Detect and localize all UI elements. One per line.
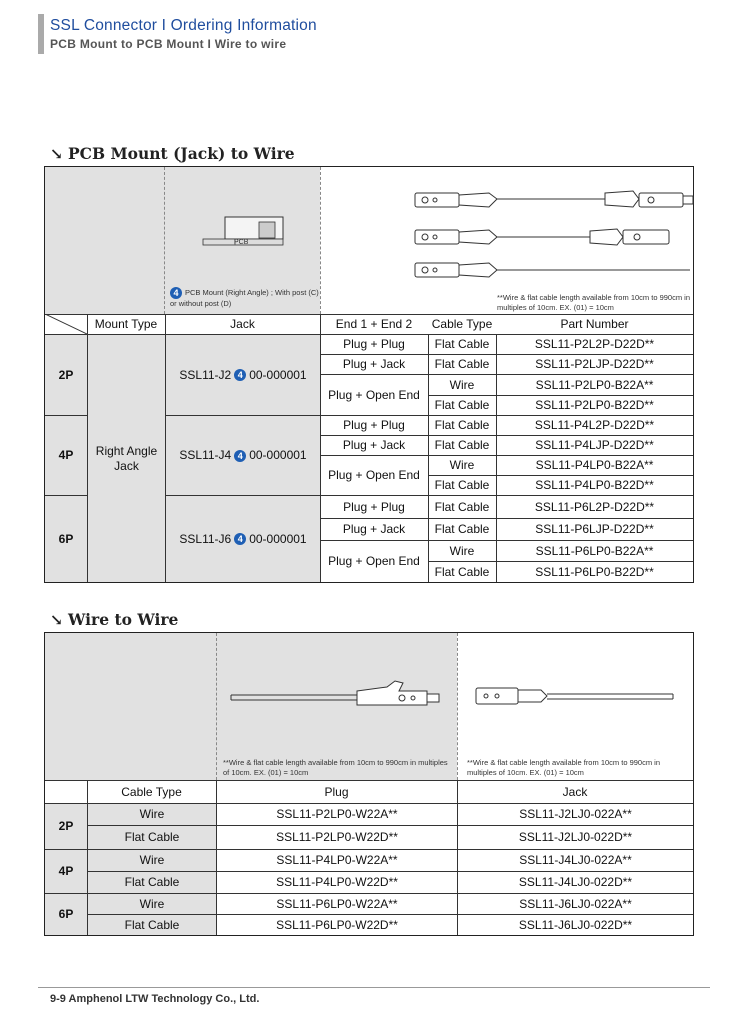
cable-cell: Flat Cable xyxy=(124,917,180,932)
end-cell: Plug + Plug xyxy=(343,499,405,514)
divider xyxy=(216,633,217,780)
cable-cell: Wire xyxy=(139,807,165,821)
end-cell: Plug + Plug xyxy=(343,418,405,432)
cable-cell: Flat Cable xyxy=(434,418,490,432)
option-4-icon: 4 xyxy=(170,287,182,299)
part-number: SSL11-P6L2P-D22D** xyxy=(534,499,655,514)
arrow-icon: ↘ xyxy=(50,144,63,163)
plug-drawing xyxy=(227,673,447,713)
pos-4p: 4P xyxy=(58,448,74,462)
pcb-mount-jack-drawing xyxy=(195,212,295,254)
arrow-icon: ↘ xyxy=(50,610,63,629)
divider xyxy=(320,167,321,314)
cable-cell: Wire xyxy=(449,458,475,472)
option-4-icon: 4 xyxy=(234,450,246,462)
option-4-icon: 4 xyxy=(234,533,246,545)
section-title-text: Wire to Wire xyxy=(68,610,179,629)
jack-suffix: 00-000001 xyxy=(249,448,307,462)
header-jack: Jack xyxy=(230,317,255,331)
cable-cell: Wire xyxy=(139,896,165,911)
end-cell: Plug + Jack xyxy=(342,357,406,371)
pos-2p: 2P xyxy=(58,367,74,382)
end-cell: Plug + Jack xyxy=(342,522,406,536)
option-4-icon: 4 xyxy=(234,369,246,381)
part-number: SSL11-P4LP0-B22D** xyxy=(535,478,654,492)
part-number: SSL11-P6LJP-D22D** xyxy=(535,522,654,536)
end-cell: Plug + Open End xyxy=(328,554,420,568)
jack-prefix: SSL11-J6 xyxy=(179,531,232,546)
jack-suffix: 00-000001 xyxy=(249,531,307,546)
part-number: SSL11-P6LP0-B22A** xyxy=(535,543,654,558)
part-number: SSL11-P2L2P-D22D** xyxy=(534,337,655,351)
header-plug: Plug xyxy=(324,784,349,799)
cable-cell: Flat Cable xyxy=(124,830,180,844)
pos-6p: 6P xyxy=(58,907,74,921)
cable-cell: Flat Cable xyxy=(124,875,180,889)
part-number: SSL11-P2LP0-B22A** xyxy=(535,377,654,392)
header-end: End 1 + End 2 xyxy=(335,317,413,331)
cable-cell: Wire xyxy=(449,543,475,558)
jack-part xyxy=(166,335,320,415)
jack-part xyxy=(166,416,320,495)
mount-type-value: Right Angle Jack xyxy=(95,443,158,473)
part-number: SSL11-P6LP0-B22D** xyxy=(535,564,654,579)
plug-length-note: **Wire & flat cable length available from 10cm to 990cm in multiples of 10cm. EX. (01) = 10cm xyxy=(223,758,448,777)
cable-cell: Wire xyxy=(139,853,165,867)
part-number: SSL11-P4LP0-B22A** xyxy=(535,458,654,472)
cable-cell: Flat Cable xyxy=(434,522,490,536)
pos-2p: 2P xyxy=(58,819,74,833)
header-part-number: Part Number xyxy=(560,317,629,331)
end-cell: Plug + Open End xyxy=(328,387,420,402)
jack-part: SSL11-J6LJ0-022D** xyxy=(518,917,633,932)
pcb-mount-note-text: PCB Mount (Right Angle) ; With post (C) or without post (D) xyxy=(170,287,319,308)
cable-cell: Flat Cable xyxy=(434,438,490,452)
cable-cell: Flat Cable xyxy=(434,499,490,514)
cable-cell: Flat Cable xyxy=(434,564,490,579)
section-title-wire-to-wire xyxy=(50,610,178,629)
cable-cell: Flat Cable xyxy=(434,337,490,351)
jack-part: SSL11-J4LJ0-022A** xyxy=(519,853,632,867)
header-mount-type: Mount Type xyxy=(94,317,158,331)
jack-prefix: SSL11-J4 xyxy=(179,448,232,462)
part-number: SSL11-P2LJP-D22D** xyxy=(535,357,654,371)
divider xyxy=(164,167,165,314)
plug-part: SSL11-P4LP0-W22D** xyxy=(276,875,398,889)
jack-length-note: **Wire & flat cable length available from 10cm to 990cm in multiples of 10cm. EX. (01) = 10cm xyxy=(467,758,661,777)
page-title: SSL Connector I Ordering Information xyxy=(50,17,317,34)
header-cable-type: Cable Type xyxy=(431,317,493,331)
plug-part: SSL11-P6LP0-W22A** xyxy=(276,896,398,911)
corner-diagonal xyxy=(45,314,87,334)
pcb-label: PCB xyxy=(234,239,249,246)
pos-6p: 6P xyxy=(58,531,74,546)
plug-part: SSL11-P2LP0-W22D** xyxy=(276,830,398,844)
cable-length-note: **Wire & flat cable length available from 10cm to 990cm in multiples of 10cm. EX. (01) = 10cm xyxy=(497,293,691,312)
page-subtitle: PCB Mount to PCB Mount I Wire to wire xyxy=(50,37,287,51)
jack-part: SSL11-J6LJ0-022A** xyxy=(519,896,632,911)
footer-rule xyxy=(38,987,710,988)
part-number: SSL11-P4L2P-D22D** xyxy=(534,418,655,432)
jack-drawing xyxy=(473,681,683,711)
wire-to-wire-table xyxy=(44,632,694,936)
plug-part: SSL11-P4LP0-W22A** xyxy=(276,853,398,867)
jack-prefix: SSL11-J2 xyxy=(179,367,232,382)
section-title-pcb-to-wire xyxy=(50,144,295,163)
cable-cell: Flat Cable xyxy=(434,357,490,371)
section-title-text: PCB Mount (Jack) to Wire xyxy=(68,144,295,163)
jack-part xyxy=(166,496,320,582)
header-accent-bar xyxy=(38,14,44,54)
part-number: SSL11-P4LJP-D22D** xyxy=(535,438,654,452)
jack-suffix: 00-000001 xyxy=(249,367,307,382)
jack-part: SSL11-J2LJ0-022A** xyxy=(519,807,632,821)
divider xyxy=(457,633,458,780)
end-cell: Plug + Jack xyxy=(342,438,406,452)
pcb-to-wire-table xyxy=(44,166,694,583)
end-cell: Plug + Open End xyxy=(328,468,420,482)
header-cable-type: Cable Type xyxy=(121,784,182,799)
footer-text: 9-9 Amphenol LTW Technology Co., Ltd. xyxy=(50,993,260,1005)
plug-part: SSL11-P6LP0-W22D** xyxy=(276,917,398,932)
part-number: SSL11-P2LP0-B22D** xyxy=(535,398,654,412)
plug-part: SSL11-P2LP0-W22A** xyxy=(276,807,398,821)
cable-cell: Wire xyxy=(449,377,475,392)
header-jack: Jack xyxy=(562,784,588,799)
cable-assemblies-drawing xyxy=(405,185,695,280)
cable-cell: Flat Cable xyxy=(434,478,490,492)
jack-part: SSL11-J2LJ0-022D** xyxy=(518,830,633,844)
end-cell: Plug + Plug xyxy=(343,337,405,351)
jack-part: SSL11-J4LJ0-022D** xyxy=(518,875,633,889)
cable-cell: Flat Cable xyxy=(434,398,490,412)
pos-4p: 4P xyxy=(58,864,74,878)
pcb-mount-note xyxy=(170,287,320,309)
